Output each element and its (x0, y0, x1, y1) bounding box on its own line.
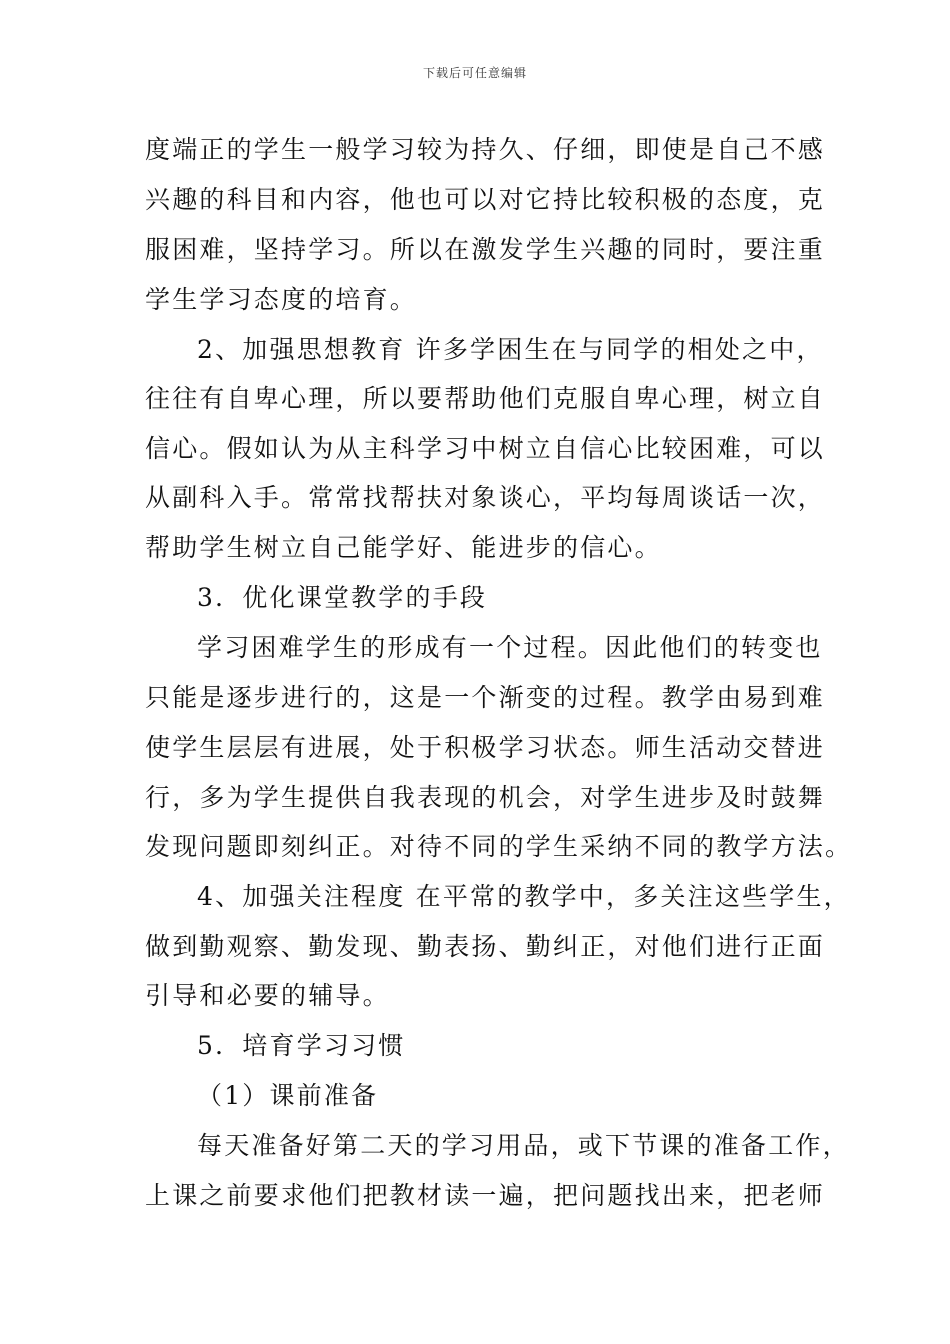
paragraph-line: 学习困难学生的形成有一个过程。因此他们的转变也 (197, 633, 823, 662)
paragraph-line: 度端正的学生一般学习较为持久、仔细，即使是自己不感 (145, 135, 826, 164)
paragraph-line: 上课之前要求他们把教材读一遍，把问题找出来，把老师 (145, 1181, 826, 1210)
paragraph-line: 发现问题即刻纠正。对待不同的学生采纳不同的教学方法。 (145, 832, 853, 861)
paragraph-line: 引导和必要的辅导。 (145, 981, 390, 1010)
paragraph-line: 行，多为学生提供自我表现的机会，对学生进步及时鼓舞 (145, 783, 826, 812)
section-heading-3: 3．优化课堂教学的手段 (197, 583, 488, 612)
paragraph-line: 往往有自卑心理，所以要帮助他们克服自卑心理，树立自 (145, 384, 826, 413)
section-heading-2: 2、加强思想教育 许多学困生在与同学的相处之中， (197, 335, 824, 364)
section-heading-4: 4、加强关注程度 在平常的教学中，多关注这些学生， (197, 882, 851, 911)
paragraph-line: 服困难，坚持学习。所以在激发学生兴趣的同时，要注重 (145, 235, 826, 264)
paragraph-line: 做到勤观察、勤发现、勤表扬、勤纠正，对他们进行正面 (145, 932, 826, 961)
paragraph-line: 只能是逐步进行的，这是一个渐变的过程。教学由易到难 (145, 683, 826, 712)
paragraph-line: 使学生层层有进展，处于积极学习状态。师生活动交替进 (145, 733, 826, 762)
paragraph-line: 学生学习态度的培育。 (145, 285, 418, 314)
section-heading-5: 5．培育学习习惯 (197, 1031, 406, 1060)
paragraph-line: 信心。假如认为从主科学习中树立自信心比较困难，可以 (145, 434, 826, 463)
paragraph-line: 每天准备好第二天的学习用品，或下节课的准备工作， (197, 1131, 850, 1160)
subsection-heading-1: （1）课前准备 (197, 1081, 379, 1110)
paragraph-line: 兴趣的科目和内容，他也可以对它持比较积极的态度，克 (145, 185, 826, 214)
paragraph-line: 帮助学生树立自己能学好、能进步的信心。 (145, 533, 662, 562)
paragraph-line: 从副科入手。常常找帮扶对象谈心，平均每周谈话一次， (145, 483, 826, 512)
page-header: 下载后可任意编辑 (422, 66, 527, 80)
